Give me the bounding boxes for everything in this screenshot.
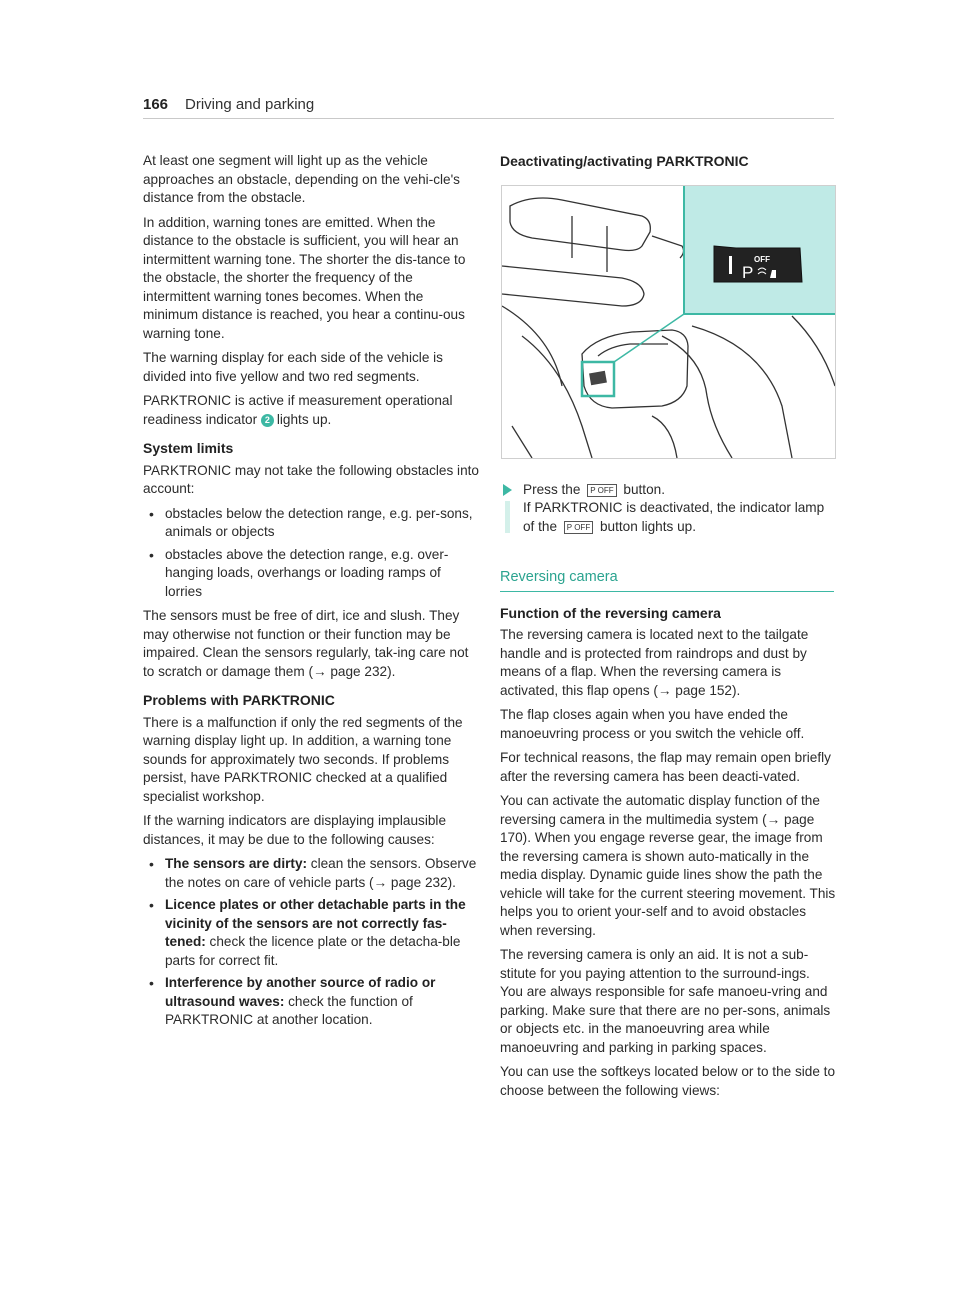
paragraph: The flap closes again when you have ended the manoeuvring process or you switch the vehicle off. bbox=[500, 707, 805, 741]
list-item-text: obstacles below the detection range, e.g. per-sons, animals or objects bbox=[165, 505, 473, 539]
system-limits-heading: System limits bbox=[143, 440, 234, 456]
page-header bbox=[143, 96, 833, 118]
paragraph: If the warning indicators are displaying implausible distances, it may be due to the following causes: bbox=[143, 813, 446, 847]
cause-title: The sensors are dirty: bbox=[165, 856, 308, 871]
bullet-icon: • bbox=[149, 897, 154, 913]
paragraph bbox=[143, 392, 479, 429]
bullet-list bbox=[143, 505, 479, 602]
step-text-part: button lights up. bbox=[600, 518, 696, 534]
list-item bbox=[143, 896, 479, 970]
cause-text: check the function of PARKTRONIC at another location. bbox=[165, 993, 413, 1027]
list-item bbox=[143, 546, 479, 602]
reversing-camera-section bbox=[500, 568, 836, 1100]
parktronic-button-icon: P OFF bbox=[587, 484, 616, 497]
bullet-icon: • bbox=[149, 975, 154, 991]
bullet-icon: • bbox=[149, 505, 154, 522]
paragraph: The reversing camera is located next to the tailgate handle and is protected from raindrops and dust by means of a flap. When the reversing camera is activated, this flap opens (→ page 152). bbox=[500, 627, 809, 698]
paragraph-text: PARKTRONIC is active if measurement operational readiness indicator bbox=[143, 393, 453, 427]
step-text-part: Press the bbox=[523, 481, 581, 497]
paragraph: For technical reasons, the flap may remain open briefly after the reversing camera has been deacti-vated. bbox=[500, 750, 831, 784]
bullet-icon: • bbox=[149, 856, 154, 872]
paragraph: At least one segment will light up as the vehicle approaches an obstacle, depending on the vehi-cle's distance from the obstacle. bbox=[143, 153, 460, 205]
paragraph: The sensors must be free of dirt, ice and slush. They may otherwise not function or their function may be impaired. Clean the sensors regularly, tak-ing care not to scratch or damage them (→ page 232). bbox=[143, 608, 469, 679]
section-divider bbox=[500, 591, 834, 592]
cause-title: Interference by another source of radio or ultrasound waves: bbox=[165, 975, 436, 1009]
page-number: 166 bbox=[143, 96, 169, 113]
section-title: Driving and parking bbox=[185, 96, 315, 113]
off-label: OFF bbox=[754, 254, 770, 264]
step-text-part: button. bbox=[623, 481, 665, 497]
step-text-part: If PARKTRONIC is deactivated, the indicator lamp of the bbox=[523, 500, 825, 534]
function-heading: Function of the reversing camera bbox=[500, 604, 721, 621]
reversing-camera-title: Reversing camera bbox=[500, 569, 618, 585]
list-item-text: obstacles above the detection range, e.g. over-hanging loads, overhangs or loading ramps of lorries bbox=[165, 546, 449, 599]
parktronic-button-illustration bbox=[501, 185, 836, 459]
paragraph: There is a malfunction if only the red segments of the warning display light up. In addition, a warning tone sounds for approximately two seconds. If problems persist, have PARKTRONIC checked at a qualified specialist workshop. bbox=[143, 714, 463, 804]
parktronic-button-icon: P OFF bbox=[564, 521, 593, 534]
paragraph: You can activate the automatic display function of the reversing camera in the multimedia system (→ page 170). When you engage reverse gear, the image from the reversing camera is shown auto-matically in the media display. Dynamic guide lines show the path the vehicle will take for the current steering movement. This helps you to orient your-self and to avoid obstacles when reversing. bbox=[500, 793, 836, 938]
list-item bbox=[143, 855, 479, 892]
header-divider bbox=[143, 118, 834, 119]
right-column bbox=[500, 152, 836, 1106]
causes-list bbox=[143, 855, 479, 1030]
paragraph: In addition, warning tones are emitted. When the distance to the obstacle is sufficient, you will hear an intermittent warning tone. The shorter the dis-tance to the obstacle, the shorter the frequency of the intermittent warning tones becomes. When the minimum distance is reached, you hear a continu-ous warning tone. bbox=[143, 214, 466, 341]
paragraph: PARKTRONIC may not take the following obstacles into account: bbox=[143, 462, 479, 496]
step-bar bbox=[505, 501, 510, 533]
p-label: P bbox=[742, 262, 754, 282]
paragraph: The warning display for each side of the vehicle is divided into five yellow and two red segments. bbox=[143, 350, 443, 384]
indicator-number-badge: 2 bbox=[261, 414, 274, 427]
cause-text: clean the sensors. Observe the notes on care of vehicle parts (→ page 232). bbox=[165, 856, 477, 890]
left-column bbox=[143, 152, 479, 1036]
list-item bbox=[143, 505, 479, 542]
cause-title: Licence plates or other detachable parts in the vicinity of the sensors are not correctly fas-tened: bbox=[165, 897, 466, 949]
instruction-step bbox=[501, 481, 836, 537]
paragraph-text: lights up. bbox=[276, 411, 332, 427]
paragraph: You can use the softkeys located below or to the side to choose between the following views: bbox=[500, 1064, 836, 1098]
paragraph: The reversing camera is only an aid. It is not a sub-stitute for you paying attention to the surround-ings. You are always responsible for safe manoeu-vring and parking. Make sure that there are no per-sons, animals or objects etc. in the manoeuvring area while manoeuvring and parking in parking spaces. bbox=[500, 947, 831, 1055]
problems-heading: Problems with PARKTRONIC bbox=[143, 692, 335, 708]
bullet-icon: • bbox=[149, 546, 154, 563]
step-text bbox=[523, 481, 836, 537]
list-item bbox=[143, 974, 479, 1030]
dashboard-drawing bbox=[502, 186, 835, 458]
cause-text: check the licence plate or the detacha-ble parts for correct fit. bbox=[165, 934, 461, 968]
step-arrow-icon bbox=[503, 484, 512, 496]
deactivating-heading: Deactivating/activating PARKTRONIC bbox=[500, 153, 749, 169]
